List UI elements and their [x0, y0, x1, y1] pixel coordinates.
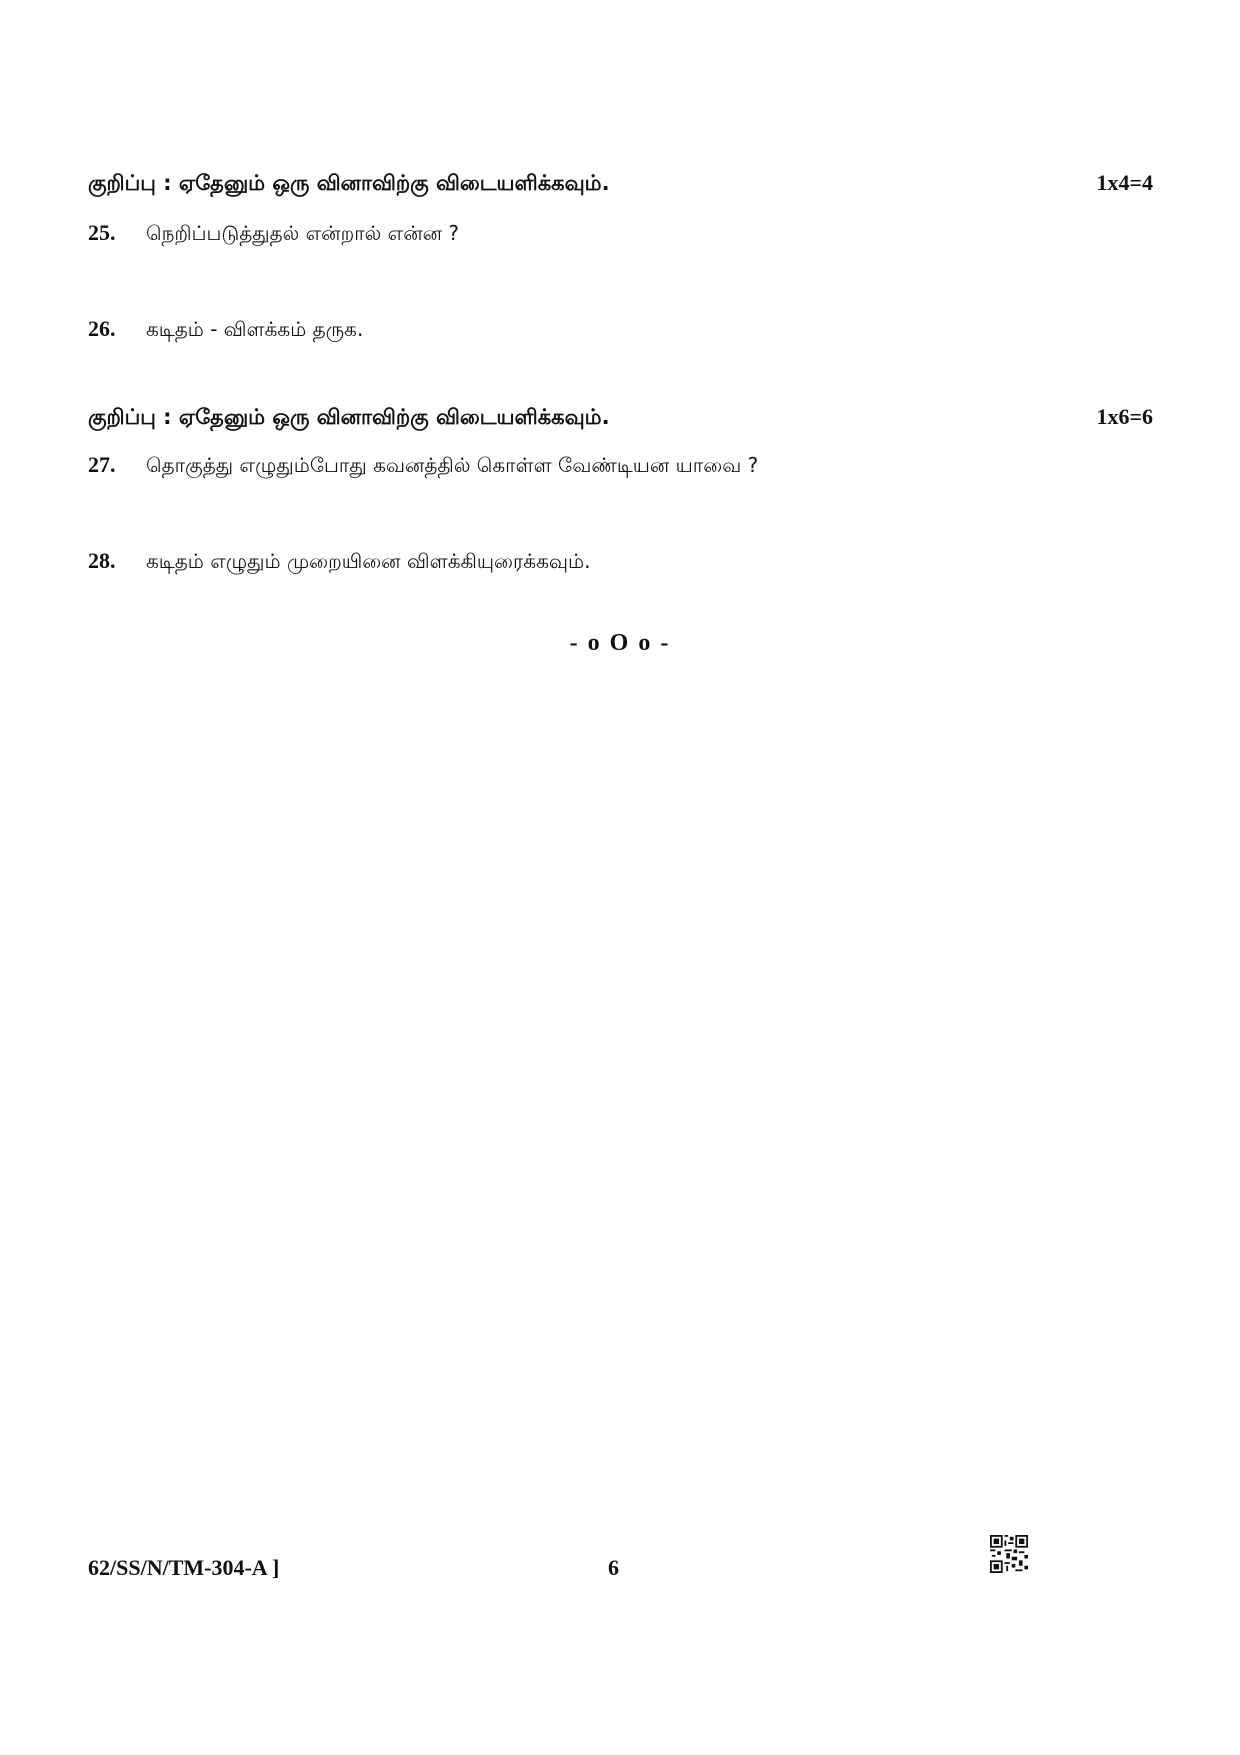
question-text: கடிதம் - விளக்கம் தருக.	[146, 317, 364, 341]
qr-code-icon	[990, 1535, 1028, 1573]
question-number: 25.	[88, 220, 116, 245]
question-text: தொகுத்து எழுதும்போது கவனத்தில் கொள்ள வேண்டியன யாவை ?	[146, 453, 759, 477]
paper-code: 62/SS/N/TM-304-A ]	[88, 1555, 280, 1580]
question-text: நெறிப்படுத்துதல் என்றால் என்ன ?	[146, 221, 459, 245]
question-number: 26.	[88, 316, 116, 341]
end-of-paper-mark: - o O o -	[569, 630, 671, 656]
page-number: 6	[608, 1555, 619, 1580]
question-25	[88, 220, 459, 248]
section-2-instruction: குறிப்பு : ஏதேனும் ஒரு வினாவிற்கு விடையளிக்கவும்.	[88, 405, 610, 429]
section-1-header	[88, 170, 1153, 198]
question-text: கடிதம் எழுதும் முறையினை விளக்கியுரைக்கவும்.	[146, 549, 591, 573]
section-2-marks: 1x6=6	[1096, 404, 1153, 429]
question-number: 28.	[88, 548, 116, 573]
question-28	[88, 548, 590, 576]
section-1-marks: 1x4=4	[1096, 170, 1153, 195]
question-27	[88, 452, 758, 480]
question-number: 27.	[88, 452, 116, 477]
section-1-instruction: குறிப்பு : ஏதேனும் ஒரு வினாவிற்கு விடையளிக்கவும்.	[88, 171, 610, 195]
question-26	[88, 316, 363, 344]
section-2-header	[88, 404, 1153, 432]
